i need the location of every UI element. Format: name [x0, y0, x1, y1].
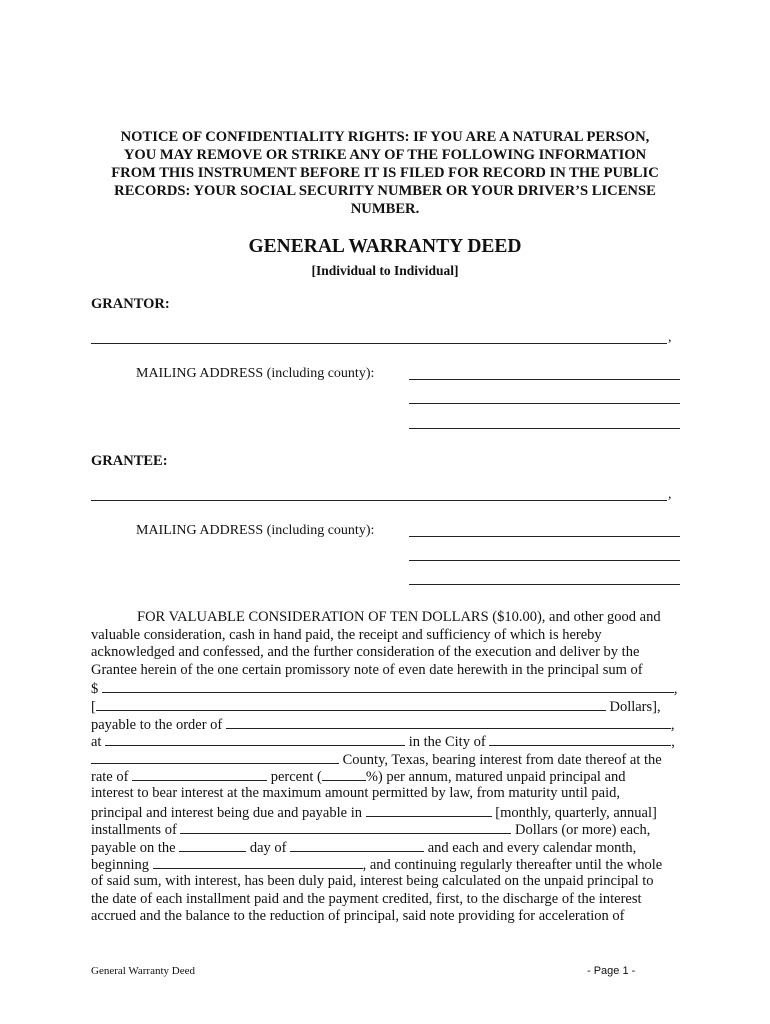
grantor-mailing-label: MAILING ADDRESS (including county): — [136, 366, 375, 381]
continuing-text: , and continuing regularly thereafter until the whole — [362, 857, 663, 874]
dollar-sign: $ — [91, 681, 99, 698]
line-comma: , — [670, 716, 675, 733]
installment-amount-field[interactable] — [180, 820, 511, 834]
calendar-month-text: and each and every calendar month, — [427, 839, 637, 856]
paragraph-line — [91, 820, 681, 838]
paragraph-line — [91, 908, 681, 926]
line-text: acknowledged and confessed, and the further consideration of the execution and deliver by the — [91, 644, 640, 661]
line-text: the date of each installment paid and the payment credited, first, to the discharge of the interest — [91, 890, 642, 907]
confidentiality-notice — [90, 128, 680, 218]
city-label: in the City of — [408, 734, 486, 751]
beginning-label: beginning — [91, 857, 149, 874]
grantee-address-line-3[interactable] — [409, 584, 680, 585]
paragraph-line — [91, 891, 681, 909]
rate-label: rate of — [91, 769, 129, 786]
notice-line: FROM THIS INSTRUMENT BEFORE IT IS FILED FOR RECORD IN THE PUBLIC — [111, 165, 659, 181]
grantee-address-line-2[interactable] — [409, 560, 680, 561]
line-text: Grantee herein of the one certain promissory note of even date herewith in the principal sum of — [91, 661, 643, 678]
frequency-options: [monthly, quarterly, annual] — [495, 804, 657, 821]
payment-month-field[interactable] — [290, 838, 424, 852]
per-annum-text: %) per annum, matured unpaid principal and — [365, 769, 626, 786]
county-field[interactable] — [91, 750, 339, 764]
line-comma: , — [673, 681, 678, 698]
notice-line: NUMBER. — [350, 201, 420, 217]
payment-day-field[interactable] — [179, 838, 246, 852]
dollars-label: Dollars], — [609, 698, 661, 715]
payable-on-label: payable on the — [91, 839, 176, 856]
paragraph-line — [91, 715, 681, 733]
grantee-address-line-1[interactable] — [409, 536, 680, 537]
grantor-comma: , — [668, 330, 672, 345]
payment-location-field[interactable] — [105, 732, 405, 746]
grantor-address-line-1[interactable] — [409, 379, 680, 380]
notice-line: NOTICE OF CONFIDENTIALITY RIGHTS: IF YOU ARE A NATURAL PERSON, — [120, 129, 650, 145]
principal-words-field[interactable] — [96, 697, 606, 711]
paragraph-line — [91, 627, 681, 645]
grantee-label: GRANTEE: — [91, 453, 168, 469]
grantor-name-field[interactable] — [91, 343, 667, 344]
percent-label: percent ( — [270, 769, 322, 786]
line-text: accrued and the balance to the reduction of principal, said note providing for acceleration of — [91, 908, 625, 925]
at-label: at — [91, 734, 102, 751]
installment-dollars-label: Dollars (or more) each, — [515, 822, 651, 839]
consideration-paragraph — [91, 609, 681, 926]
document-subtitle: [Individual to Individual] — [311, 263, 459, 278]
payable-in-label: principal and interest being due and payable in — [91, 804, 362, 821]
document-title: GENERAL WARRANTY DEED — [248, 236, 522, 257]
paragraph-line — [91, 750, 681, 768]
grantor-address-line-2[interactable] — [409, 403, 680, 404]
rate-number-field[interactable] — [322, 767, 366, 781]
grantee-comma: , — [668, 487, 672, 502]
paragraph-line — [91, 838, 681, 856]
paragraph-line — [91, 644, 681, 662]
paragraph-line — [91, 609, 681, 627]
paragraph-line — [91, 767, 681, 785]
rate-words-field[interactable] — [132, 767, 267, 781]
notice-line: YOU MAY REMOVE OR STRIKE ANY OF THE FOLLOWING INFORMATION — [123, 147, 647, 163]
paragraph-line — [91, 679, 681, 697]
footer-page-number: - Page 1 - — [587, 965, 636, 977]
footer-document-name: General Warranty Deed — [91, 965, 195, 977]
paragraph-line — [91, 803, 681, 821]
line-text: of said sum, with interest, has been duly paid, interest being calculated on the unpaid principal to — [91, 872, 654, 889]
paragraph-line — [91, 662, 681, 680]
line-text: FOR VALUABLE CONSIDERATION OF TEN DOLLARS ($10.00), and other good and — [137, 609, 661, 625]
grantee-mailing-label: MAILING ADDRESS (including county): — [136, 523, 375, 538]
grantor-address-line-3[interactable] — [409, 428, 680, 429]
grantor-label: GRANTOR: — [91, 296, 170, 312]
county-texas-text: County, Texas, bearing interest from date thereof at the — [342, 751, 662, 768]
grantee-name-field[interactable] — [91, 500, 667, 501]
paragraph-line — [91, 732, 681, 750]
paragraph-line — [91, 697, 681, 715]
line-text: interest to bear interest at the maximum amount permitted by law, from maturity until paid, — [91, 784, 620, 801]
principal-amount-field[interactable] — [102, 679, 674, 693]
paragraph-line — [91, 855, 681, 873]
installments-label: installments of — [91, 822, 177, 839]
beginning-date-field[interactable] — [153, 855, 363, 869]
payable-to-label: payable to the order of — [91, 716, 223, 733]
line-text: valuable consideration, cash in hand paid, the receipt and sufficiency of which is hereby — [91, 626, 602, 643]
day-of-label: day of — [249, 839, 287, 856]
payment-frequency-field[interactable] — [366, 803, 492, 817]
city-field[interactable] — [489, 732, 671, 746]
paragraph-line — [91, 873, 681, 891]
payee-field[interactable] — [226, 715, 671, 729]
paragraph-line — [91, 785, 681, 803]
line-comma: , — [671, 734, 675, 751]
open-bracket: [ — [91, 698, 96, 715]
notice-line: RECORDS: YOUR SOCIAL SECURITY NUMBER OR YOUR DRIVER’S LICENSE — [114, 183, 656, 199]
